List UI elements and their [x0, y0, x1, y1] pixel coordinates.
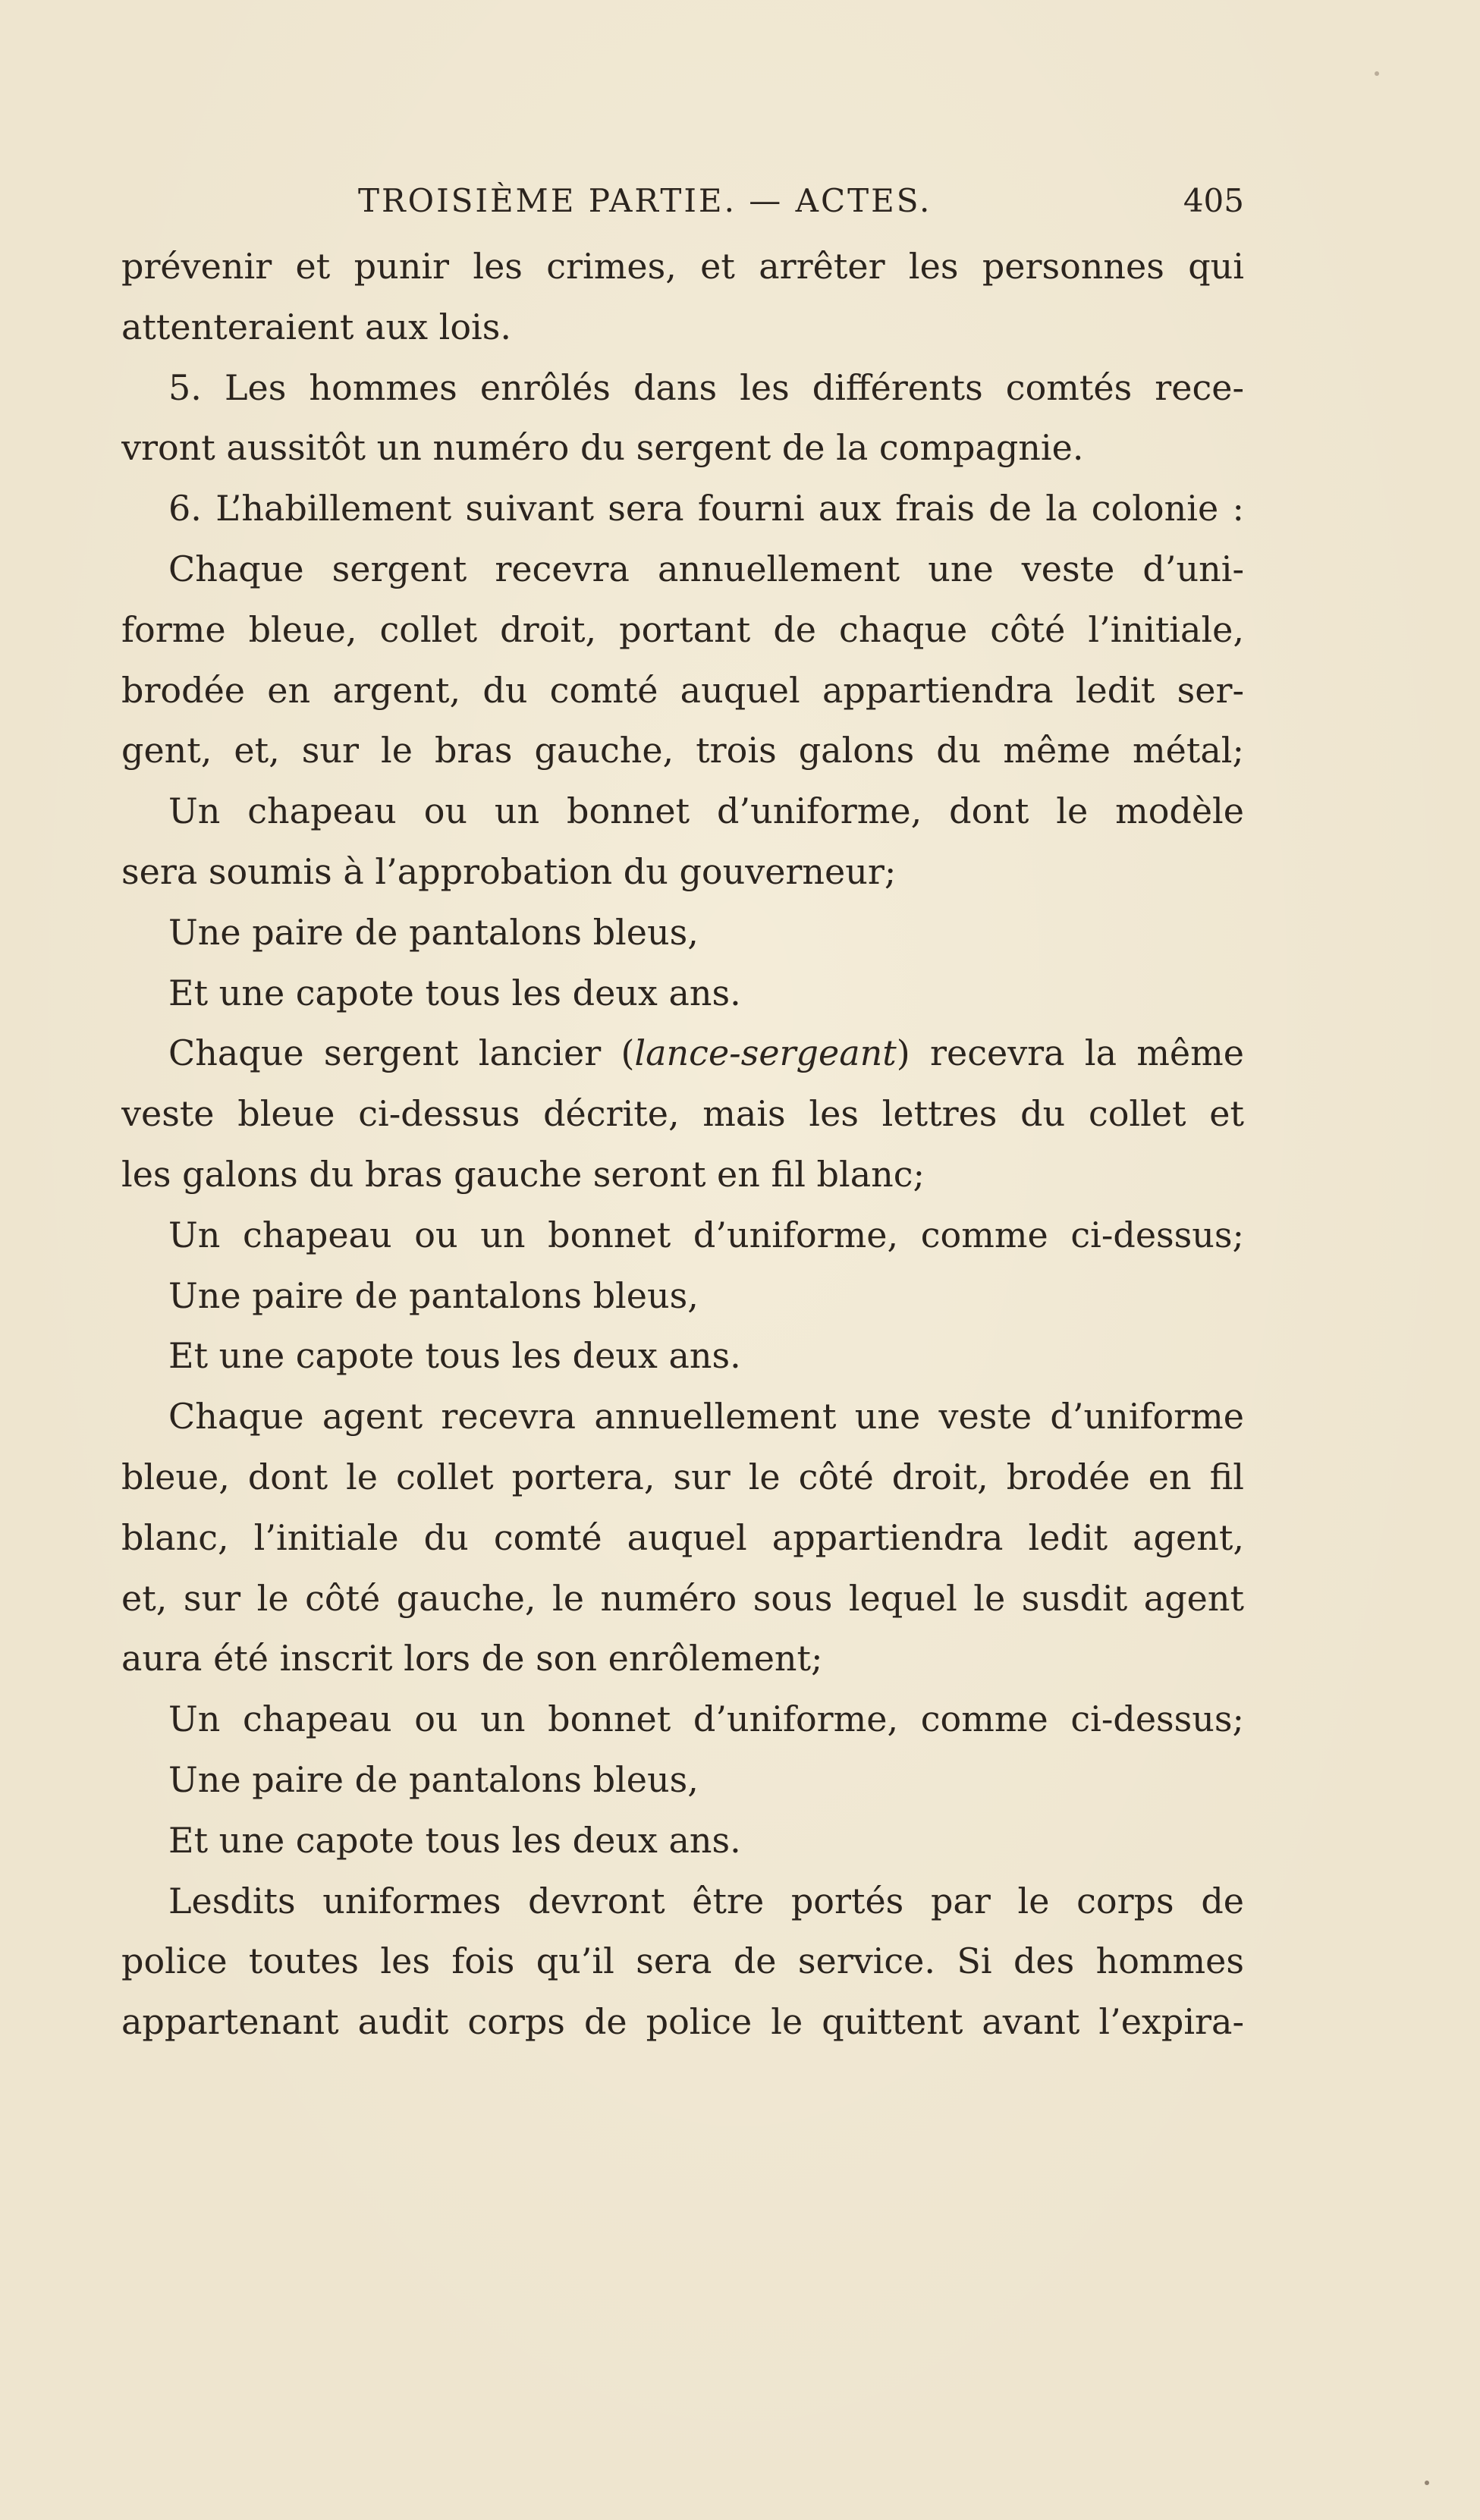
text-line: gent, et, sur le bras gauche, trois galons du même métal; [121, 730, 1244, 771]
running-head [121, 182, 1244, 237]
text-line: police toutes les fois qu’il sera de service. Si des hommes [121, 1940, 1244, 1982]
text-line: Chaque sergent recevra annuellement une veste d’uni- [168, 548, 1244, 589]
text-segment: ) recevra la même [896, 1032, 1244, 1074]
text-line: Et une capote tous les deux ans. [168, 972, 741, 1013]
text-line: 6. L’habillement suivant sera fourni aux frais de la colonie : [168, 488, 1244, 529]
text-line: vront aussitôt un numéro du sergent de la compagnie. [121, 427, 1084, 469]
text-line: 5. Les hommes enrôlés dans les différents comtés rece- [168, 366, 1244, 408]
page-text [121, 182, 1244, 2053]
text-line: Une paire de pantalons bleus, [168, 911, 699, 953]
text-line: sera soumis à l’approbation du gouverneur; [121, 850, 897, 892]
text-line: et, sur le côté gauche, le numéro sous lequel le susdit agent [121, 1577, 1244, 1619]
text-line: attenteraient aux lois. [121, 306, 511, 347]
text-line: bleue, dont le collet portera, sur le côté droit, brodée en fil [121, 1456, 1244, 1497]
paper-speck [1375, 71, 1379, 76]
text-line: Une paire de pantalons bleus, [168, 1758, 699, 1800]
text-line: blanc, l’initiale du comté auquel appartiendra ledit agent, [121, 1516, 1244, 1558]
text-line: Chaque agent recevra annuellement une veste d’uniforme [168, 1396, 1244, 1438]
paper-speck [1425, 2481, 1429, 2485]
text-line: Lesdits uniformes devront être portés par le corps de [168, 1880, 1244, 1921]
text-line: Et une capote tous les deux ans. [168, 1819, 741, 1861]
text-line: Une paire de pantalons bleus, [168, 1274, 699, 1316]
running-head-title: TROISIÈME PARTIE. — ACTES. [358, 182, 932, 219]
text-line: Un chapeau ou un bonnet d’uniforme, dont le modèle [168, 790, 1244, 832]
text-line: Et une capote tous les deux ans. [168, 1335, 741, 1377]
text-line: prévenir et punir les crimes, et arrêter les personnes qui [121, 246, 1244, 287]
text-segment: Chaque sergent lancier ( [168, 1032, 635, 1074]
text-line: veste bleue ci-dessus décrite, mais les lettres du collet et [121, 1093, 1244, 1135]
text-line: Un chapeau ou un bonnet d’uniforme, comme ci-dessus; [168, 1698, 1244, 1740]
page-number: 405 [1183, 182, 1244, 219]
text-line: forme bleue, collet droit, portant de chaque côté l’initiale, [121, 608, 1244, 650]
text-line: Un chapeau ou un bonnet d’uniforme, comme ci-dessus; [168, 1214, 1244, 1255]
text-line: aura été inscrit lors de son enrôlement; [121, 1638, 823, 1679]
text-line: appartenant audit corps de police le quittent avant l’expira- [121, 2001, 1244, 2043]
italic-term: lance-sergeant [634, 1032, 897, 1074]
text-line: brodée en argent, du comté auquel appartiendra ledit ser- [121, 669, 1244, 711]
text-line [121, 1023, 1244, 1084]
text-line: les galons du bras gauche seront en fil blanc; [121, 1153, 925, 1195]
